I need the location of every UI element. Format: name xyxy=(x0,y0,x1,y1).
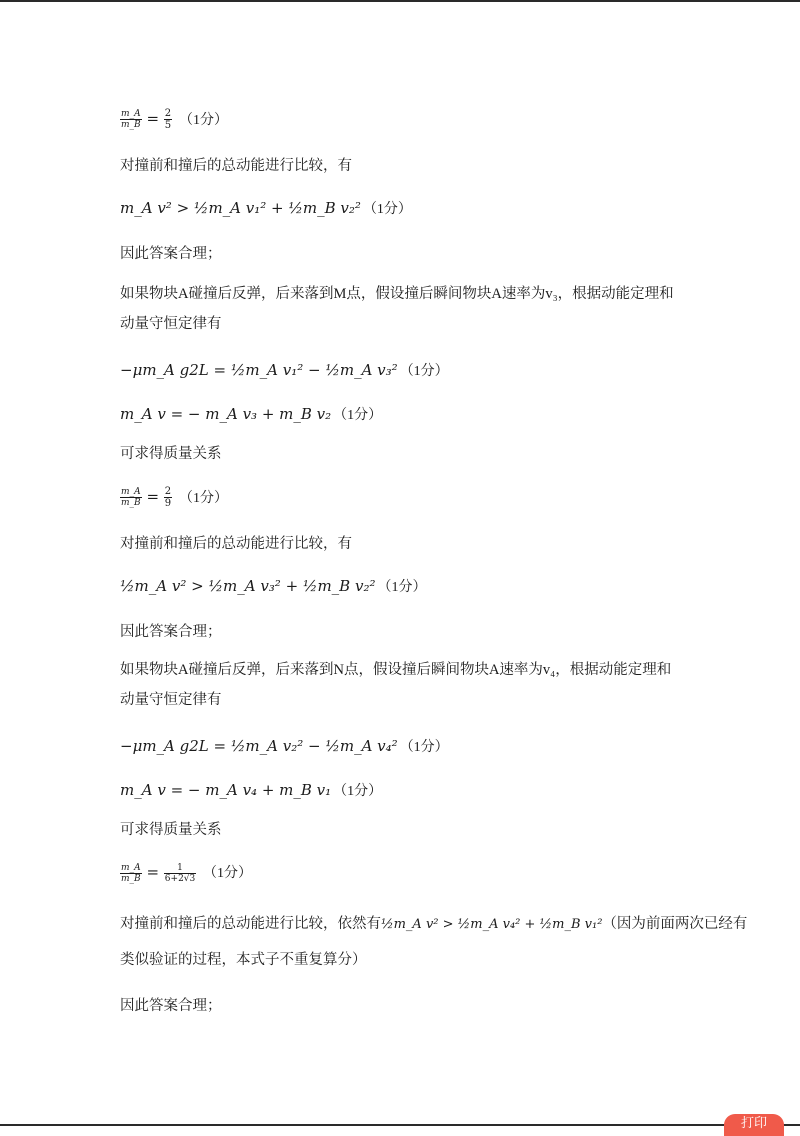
equals: = xyxy=(146,487,160,506)
score-label: （1分） xyxy=(399,364,449,379)
formula-expr: −μm_A g2L = ½m_A v₁² − ½m_A v₃² xyxy=(120,361,398,379)
compare-pre-text: 对撞前和撞后的总动能进行比较，依然有 xyxy=(120,916,381,932)
formula-expr: ½m_A v² > ½m_A v₄² + ½m_B v₁² xyxy=(381,917,603,932)
print-button[interactable]: 打印 xyxy=(724,1114,784,1136)
momentum-equation-m xyxy=(120,404,382,426)
case-n-text-line-1: 如果物块A碰撞后反弹，后来落到N点，假设撞后瞬间物块A速率为v₄，根据动能定理和 xyxy=(120,662,672,678)
ratio-lhs-num: m_A xyxy=(121,862,141,873)
ratio-rhs-num: 2 xyxy=(164,108,172,119)
score-label: （1分） xyxy=(203,866,253,881)
equals: = xyxy=(146,109,160,128)
energy-equation-m xyxy=(120,360,449,382)
score-label: （1分） xyxy=(399,740,449,755)
equals: = xyxy=(146,863,160,881)
energy-equation-n xyxy=(120,736,449,758)
compare-text-1: 对撞前和撞后的总动能进行比较，有 xyxy=(120,158,352,174)
score-label: （1分） xyxy=(333,408,383,423)
ratio-lhs-den: m_B xyxy=(121,873,141,884)
momentum-equation-n xyxy=(120,780,382,802)
conclusion-text-3: 因此答案合理； xyxy=(120,998,222,1014)
score-label: （1分） xyxy=(362,202,412,217)
kinetic-energy-inequality-2 xyxy=(120,576,426,598)
ratio-lhs-num: m_A xyxy=(121,109,141,119)
conclusion-text-1: 因此答案合理； xyxy=(120,246,222,262)
top-rule xyxy=(0,0,800,2)
kinetic-energy-inequality-1 xyxy=(120,198,412,220)
score-label: （1分） xyxy=(178,112,228,128)
formula-expr: m_A v = − m_A v₃ + m_B v₂ xyxy=(120,405,332,423)
mass-ratio-formula-1 xyxy=(120,108,228,131)
formula-expr: m_A v² > ½m_A v₁² + ½m_B v₂² xyxy=(120,199,361,217)
ratio-lhs-den: m_B xyxy=(121,120,141,130)
mass-ratio-formula-2 xyxy=(120,486,228,509)
ratio-lhs-den: m_B xyxy=(121,498,141,508)
score-label: （1分） xyxy=(333,784,383,799)
compare-post-text: （因为前面两次已经有 xyxy=(602,916,748,932)
mass-relation-text-2: 可求得质量关系 xyxy=(120,822,222,838)
ratio-rhs-num: 1 xyxy=(164,863,196,874)
formula-expr: ½m_A v² > ½m_A v₃² + ½m_B v₂² xyxy=(120,577,376,595)
compare-text-2: 对撞前和撞后的总动能进行比较，有 xyxy=(120,536,352,552)
ratio-rhs-num: 2 xyxy=(164,486,172,497)
score-label: （1分） xyxy=(178,490,228,506)
ratio-lhs-num: m_A xyxy=(121,487,141,497)
mass-ratio-formula-3 xyxy=(120,862,252,884)
formula-expr: −μm_A g2L = ½m_A v₂² − ½m_A v₄² xyxy=(120,737,398,755)
case-n-text-line-2: 动量守恒定律有 xyxy=(120,692,222,708)
bottom-rule xyxy=(0,1124,800,1126)
score-label: （1分） xyxy=(377,580,427,595)
case-m-text-line-2: 动量守恒定律有 xyxy=(120,316,222,332)
ratio-rhs-den: 5 xyxy=(164,120,172,131)
ratio-rhs-den: 6+2√3 xyxy=(164,873,196,884)
compare-text-3 xyxy=(120,914,747,935)
mass-relation-text-1: 可求得质量关系 xyxy=(120,446,222,462)
case-m-text-line-1: 如果物块A碰撞后反弹，后来落到M点，假设撞后瞬间物块A速率为v₃，根据动能定理和 xyxy=(120,286,674,302)
conclusion-text-2: 因此答案合理； xyxy=(120,624,222,640)
compare-text-3-continued: 类似验证的过程，本式子不重复算分） xyxy=(120,952,367,968)
formula-expr: m_A v = − m_A v₄ + m_B v₁ xyxy=(120,781,332,799)
ratio-rhs-den: 9 xyxy=(164,498,172,509)
